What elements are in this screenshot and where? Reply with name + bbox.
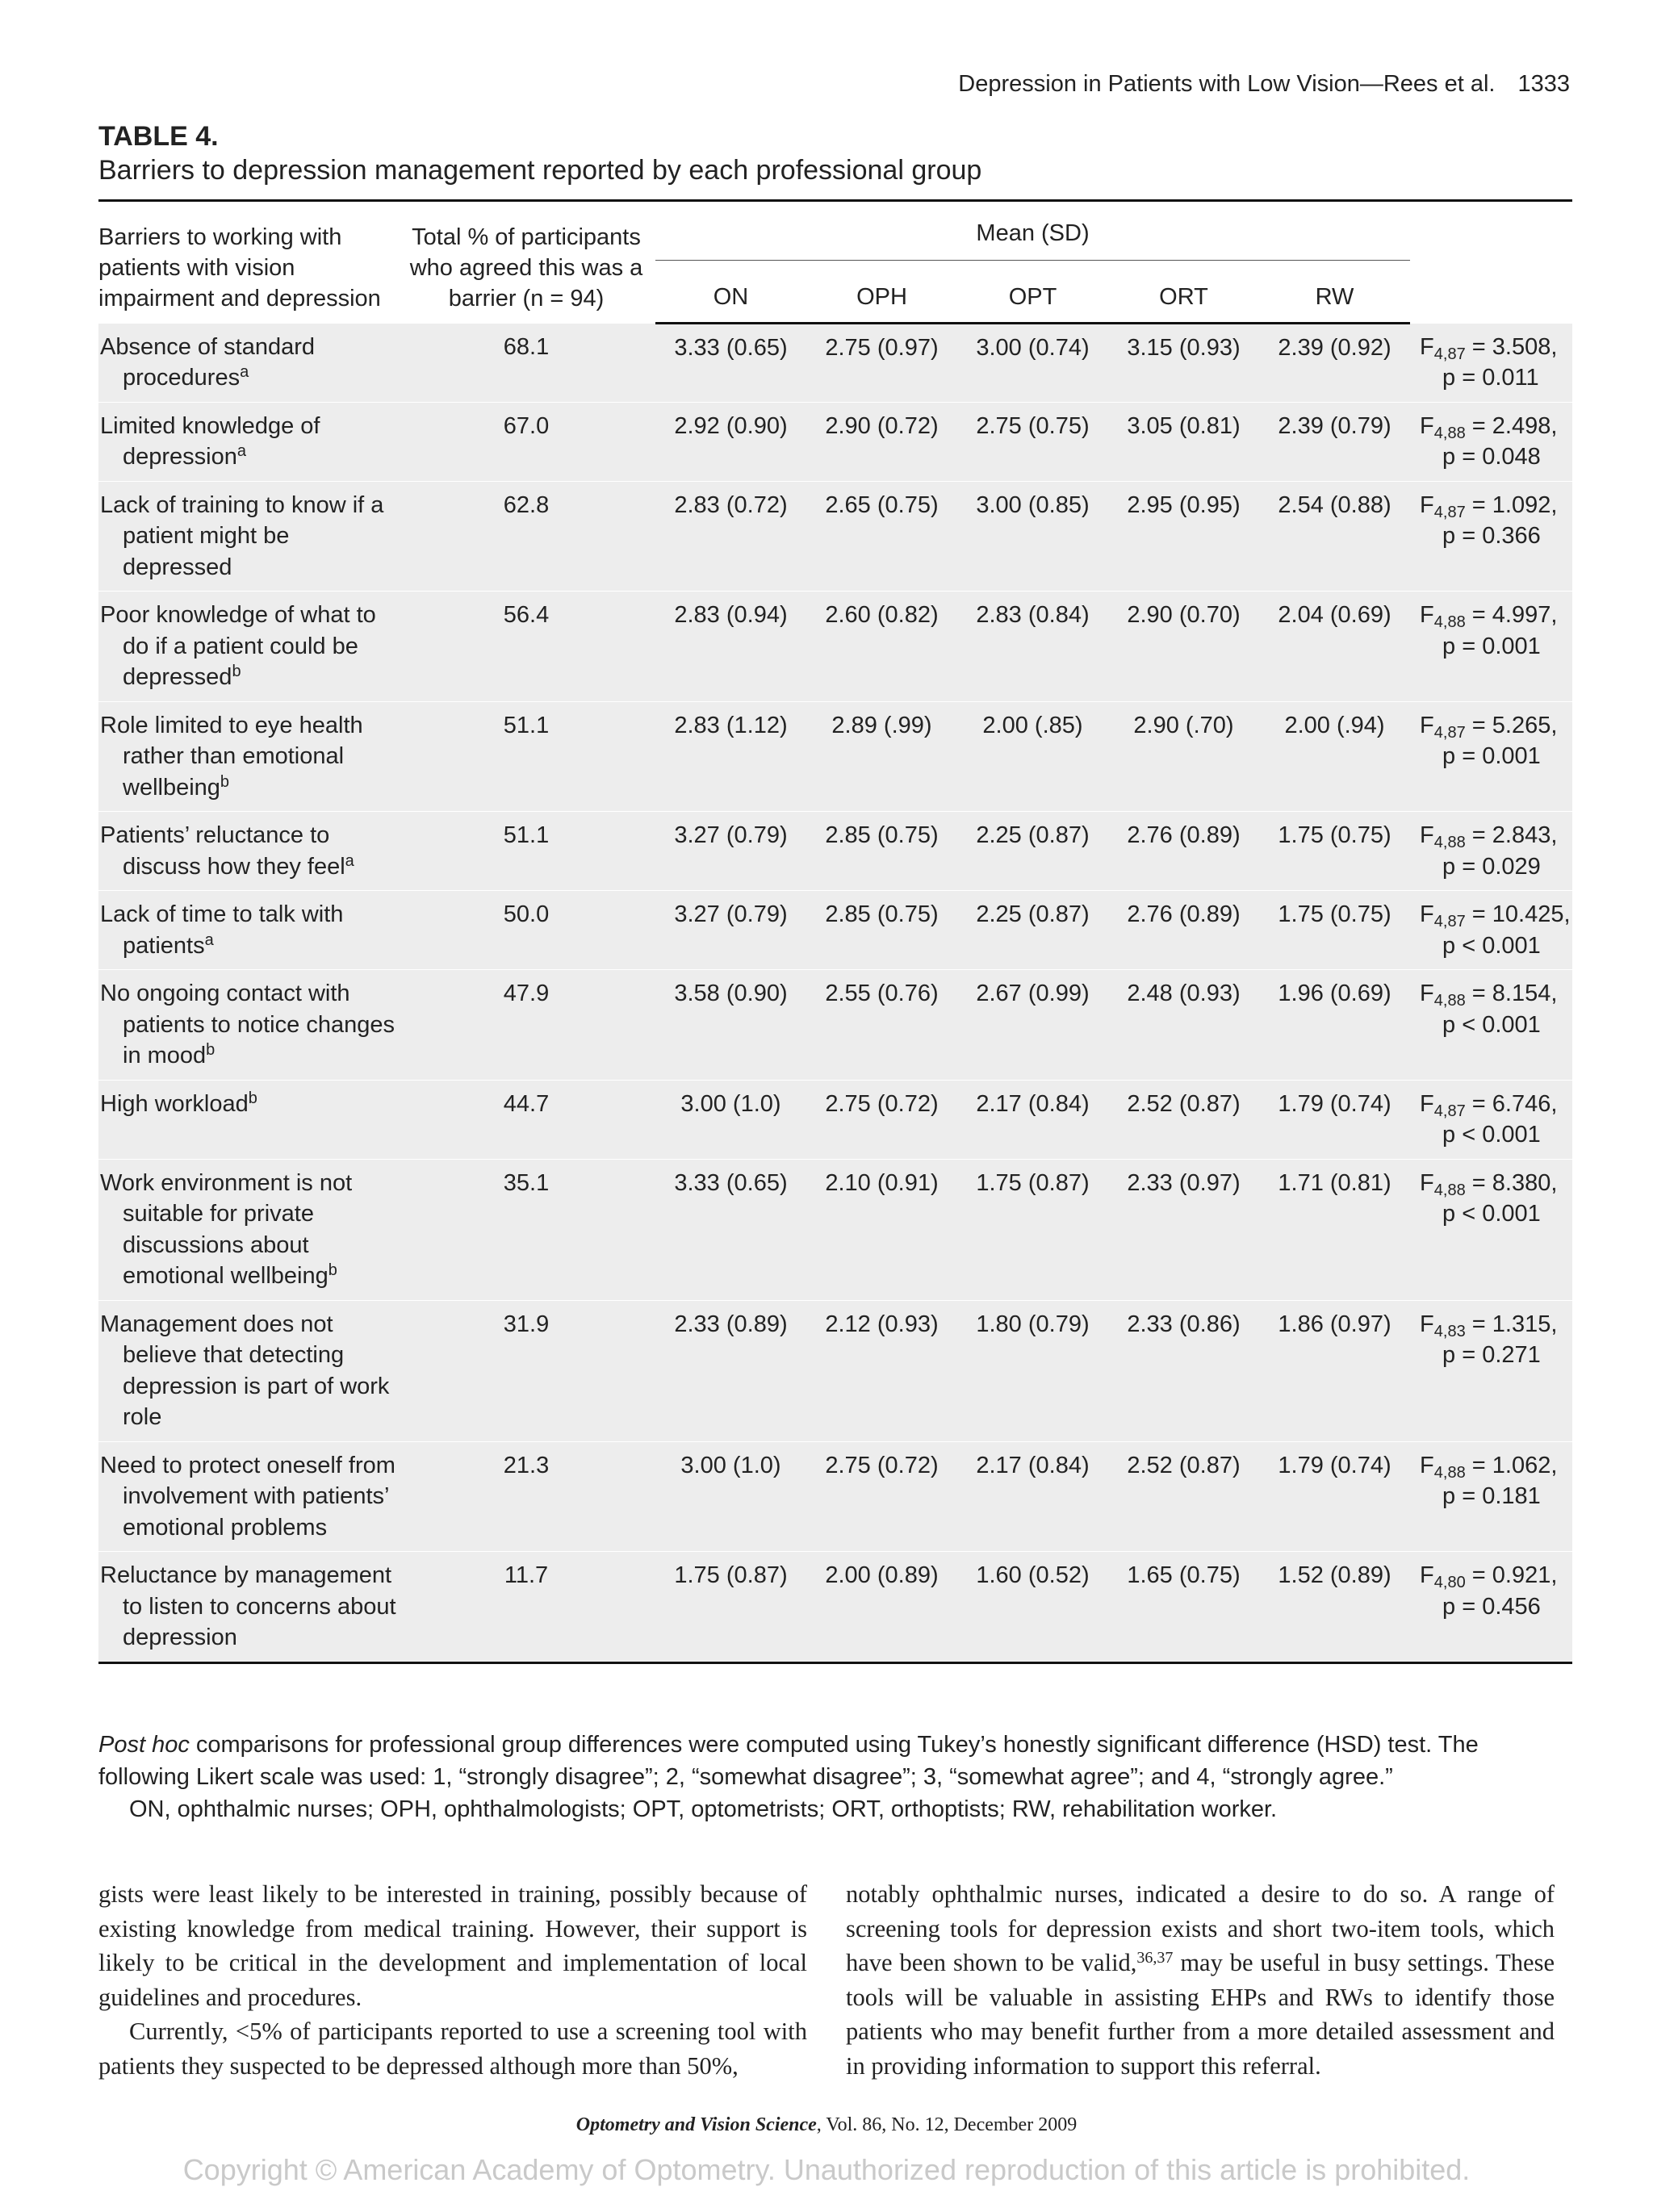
comma: , bbox=[1550, 1562, 1558, 1588]
f-statistic bbox=[1420, 1311, 1558, 1340]
f-statistic-cell bbox=[1410, 481, 1572, 592]
mean-sd-cell-oph: 2.00 (0.89) bbox=[806, 1552, 957, 1663]
mean-sd-cell-on: 2.83 (0.72) bbox=[655, 481, 806, 592]
barrier-label: Need to protect oneself from involvement with patients’ emotional problems bbox=[100, 1452, 395, 1541]
f-value: 5.265 bbox=[1492, 712, 1551, 738]
barrier-cell bbox=[98, 1552, 397, 1663]
f-degrees-of-freedom: 4,80 bbox=[1433, 1574, 1466, 1591]
abbreviation-note: ON, ophthalmic nurses; OPH, ophthalmologists; OPT, optometrists; ORT, orthoptists; RW, rehabilitation worker. bbox=[129, 1796, 1278, 1822]
equals-sign: = bbox=[1465, 491, 1492, 518]
comma: , bbox=[1563, 901, 1571, 927]
copyright-watermark: Copyright © American Academy of Optometry. Unauthorized reproduction of this article is prohibited. bbox=[182, 2153, 1471, 2186]
total-percent-cell: 31.9 bbox=[397, 1300, 655, 1441]
barrier-cell bbox=[98, 891, 397, 970]
equals-sign: = bbox=[1465, 712, 1492, 738]
f-value: 2.498 bbox=[1492, 412, 1551, 439]
mean-sd-cell-on: 3.33 (0.65) bbox=[655, 1159, 806, 1300]
mean-sd-cell-oph: 2.65 (0.75) bbox=[806, 481, 957, 592]
barrier-text bbox=[100, 978, 397, 1072]
mean-sd-cell-ort: 2.48 (0.93) bbox=[1108, 970, 1259, 1081]
barrier-cell bbox=[98, 1080, 397, 1159]
f-statistic-cell bbox=[1410, 402, 1572, 481]
table-caption: Barriers to depression management reported by each professional group bbox=[98, 155, 982, 186]
f-statistic bbox=[1420, 822, 1558, 851]
f-statistic bbox=[1420, 712, 1558, 742]
mean-sd-cell-opt: 2.00 (.85) bbox=[957, 701, 1108, 812]
footnote-marker: b bbox=[232, 663, 241, 680]
p-value: p < 0.001 bbox=[1442, 932, 1541, 959]
mean-sd-cell-on: 1.75 (0.87) bbox=[655, 1552, 806, 1663]
mean-sd-cell-oph: 2.55 (0.76) bbox=[806, 970, 957, 1081]
table-body bbox=[98, 324, 1572, 1663]
equals-sign: = bbox=[1465, 981, 1492, 1006]
footnote-marker: a bbox=[204, 930, 214, 949]
f-value: 4.997 bbox=[1492, 602, 1551, 628]
mean-sd-cell-ort: 2.33 (0.86) bbox=[1108, 1300, 1259, 1441]
f-symbol: F bbox=[1420, 602, 1434, 628]
barrier-cell bbox=[98, 701, 397, 812]
barrier-text bbox=[100, 332, 397, 394]
comma: , bbox=[1550, 333, 1558, 360]
barrier-label: Reluctance by management to listen to concerns about depression bbox=[100, 1562, 396, 1650]
mean-sd-cell-ort: 2.90 (0.70) bbox=[1108, 592, 1259, 702]
p-value: p = 0.181 bbox=[1442, 1483, 1541, 1509]
table-row bbox=[98, 1441, 1572, 1552]
left-column bbox=[98, 1877, 807, 2083]
f-symbol: F bbox=[1420, 1311, 1434, 1337]
mean-sd-cell-opt: 2.25 (0.87) bbox=[957, 891, 1108, 970]
mean-sd-cell-opt: 1.80 (0.79) bbox=[957, 1300, 1108, 1441]
barriers-table bbox=[98, 199, 1572, 1664]
right-column bbox=[846, 1877, 1555, 2083]
footnote-marker: b bbox=[206, 1041, 216, 1059]
mean-sd-cell-rw: 2.54 (0.88) bbox=[1259, 481, 1410, 592]
equals-sign: = bbox=[1465, 1169, 1492, 1196]
mean-sd-cell-opt: 2.75 (0.75) bbox=[957, 402, 1108, 481]
f-degrees-of-freedom: 4,88 bbox=[1433, 1463, 1466, 1482]
f-statistic-cell bbox=[1410, 812, 1572, 891]
journal-issue: , Vol. 86, No. 12, December 2009 bbox=[816, 2114, 1078, 2135]
group-header-ort: ORT bbox=[1108, 272, 1259, 324]
mean-sd-cell-oph: 2.85 (0.75) bbox=[806, 891, 957, 970]
mean-sd-cell-on: 3.58 (0.90) bbox=[655, 970, 806, 1081]
barrier-label: Lack of training to know if a patient might be depressed bbox=[100, 491, 384, 580]
table-row bbox=[98, 481, 1572, 592]
table-label: TABLE 4. bbox=[98, 121, 219, 152]
mean-sd-cell-on: 3.00 (1.0) bbox=[655, 1080, 806, 1159]
f-statistic-cell bbox=[1410, 324, 1572, 403]
f-degrees-of-freedom: 4,87 bbox=[1433, 503, 1466, 521]
mean-sd-cell-ort: 2.33 (0.97) bbox=[1108, 1159, 1259, 1300]
f-statistic-cell bbox=[1410, 701, 1572, 812]
p-value: p = 0.456 bbox=[1442, 1593, 1541, 1620]
barrier-cell bbox=[98, 1300, 397, 1441]
total-percent-cell: 68.1 bbox=[397, 324, 655, 403]
barrier-cell bbox=[98, 970, 397, 1081]
mean-sd-cell-rw: 1.79 (0.74) bbox=[1259, 1080, 1410, 1159]
table-row bbox=[98, 891, 1572, 970]
mean-sd-cell-opt: 2.67 (0.99) bbox=[957, 970, 1108, 1081]
barrier-cell bbox=[98, 481, 397, 592]
f-symbol: F bbox=[1420, 1169, 1434, 1196]
barrier-text bbox=[100, 411, 397, 473]
f-statistic bbox=[1420, 333, 1558, 363]
mean-sd-cell-rw: 1.52 (0.89) bbox=[1259, 1552, 1410, 1663]
f-symbol: F bbox=[1420, 712, 1434, 738]
f-value: 1.062 bbox=[1492, 1452, 1551, 1478]
table-row bbox=[98, 1552, 1572, 1663]
footnote-marker: a bbox=[236, 442, 246, 460]
posthoc-italic: Post hoc bbox=[98, 1732, 190, 1758]
page-number: 1333 bbox=[1517, 71, 1570, 97]
mean-sd-cell-opt: 2.17 (0.84) bbox=[957, 1080, 1108, 1159]
comma: , bbox=[1550, 491, 1558, 518]
f-statistic bbox=[1420, 1090, 1558, 1120]
mean-sd-cell-opt: 1.60 (0.52) bbox=[957, 1552, 1108, 1663]
f-degrees-of-freedom: 4,88 bbox=[1433, 992, 1466, 1010]
f-degrees-of-freedom: 4,87 bbox=[1433, 913, 1466, 930]
total-column-header: Total % of participants who agreed this was a barrier (n = 94) bbox=[397, 201, 655, 324]
group-header-rw: RW bbox=[1259, 272, 1410, 324]
f-value: 10.425 bbox=[1492, 901, 1564, 927]
mean-sd-cell-oph: 2.90 (0.72) bbox=[806, 402, 957, 481]
f-degrees-of-freedom: 4,88 bbox=[1433, 613, 1466, 631]
mean-sd-cell-on: 2.92 (0.90) bbox=[655, 402, 806, 481]
f-statistic bbox=[1420, 412, 1558, 442]
journal-name: Optometry and Vision Science bbox=[575, 2114, 817, 2135]
barrier-label: Poor knowledge of what to do if a patient could be depressed bbox=[100, 602, 376, 690]
mean-sd-cell-oph: 2.75 (0.72) bbox=[806, 1441, 957, 1552]
mean-sd-cell-rw: 1.86 (0.97) bbox=[1259, 1300, 1410, 1441]
mean-sd-cell-opt: 2.25 (0.87) bbox=[957, 812, 1108, 891]
footnote-marker: a bbox=[345, 851, 354, 870]
f-symbol: F bbox=[1420, 333, 1434, 360]
table-row bbox=[98, 592, 1572, 702]
p-value: p = 0.029 bbox=[1442, 853, 1541, 880]
f-value: 8.380 bbox=[1492, 1169, 1551, 1196]
barrier-cell bbox=[98, 1159, 397, 1300]
right-paragraph-text-b: may be useful in busy settings. These tools will be valuable in assisting EHPs and RWs to identify those patients who may benefit further from a more detailed assessment and in providing information to support this referral. bbox=[846, 1949, 1555, 2080]
mean-sd-cell-on: 2.83 (0.94) bbox=[655, 592, 806, 702]
running-head bbox=[958, 71, 1570, 98]
posthoc-note bbox=[98, 1729, 1572, 1793]
p-value: p = 0.001 bbox=[1442, 743, 1541, 769]
mean-sd-cell-on: 2.83 (1.12) bbox=[655, 701, 806, 812]
mean-sd-cell-ort: 2.52 (0.87) bbox=[1108, 1441, 1259, 1552]
mean-sd-cell-opt: 3.00 (0.85) bbox=[957, 481, 1108, 592]
comma: , bbox=[1550, 1311, 1558, 1337]
f-degrees-of-freedom: 4,88 bbox=[1433, 834, 1466, 851]
f-symbol: F bbox=[1420, 901, 1434, 927]
barrier-cell bbox=[98, 1441, 397, 1552]
f-statistic bbox=[1420, 602, 1558, 631]
mean-sd-cell-rw: 2.39 (0.79) bbox=[1259, 402, 1410, 481]
barrier-label: Limited knowledge of depression bbox=[100, 412, 320, 470]
group-header-oph: OPH bbox=[806, 272, 957, 324]
equals-sign: = bbox=[1465, 412, 1492, 439]
f-value: 1.315 bbox=[1492, 1311, 1551, 1337]
barrier-cell bbox=[98, 592, 397, 702]
total-percent-cell: 50.0 bbox=[397, 891, 655, 970]
p-value: p = 0.271 bbox=[1442, 1342, 1541, 1368]
footnote-marker: b bbox=[220, 772, 230, 791]
f-statistic bbox=[1420, 491, 1558, 521]
f-degrees-of-freedom: 4,87 bbox=[1433, 1102, 1466, 1120]
barrier-cell bbox=[98, 402, 397, 481]
p-value: p = 0.001 bbox=[1442, 633, 1541, 659]
mean-sd-cell-ort: 1.65 (0.75) bbox=[1108, 1552, 1259, 1663]
f-statistic-cell bbox=[1410, 1552, 1572, 1663]
mean-sd-cell-ort: 2.76 (0.89) bbox=[1108, 891, 1259, 970]
total-percent-cell: 67.0 bbox=[397, 402, 655, 481]
left-paragraph-2: Currently, <5% of participants reported to use a screening tool with patients they suspected to be depressed although more than 50%, bbox=[98, 2018, 807, 2080]
f-value: 1.092 bbox=[1492, 491, 1551, 518]
mean-sd-header bbox=[655, 201, 1410, 273]
left-paragraph-1: gists were least likely to be interested in training, possibly because of existing knowledge from medical training. However, their support is likely to be critical in the development and implementation of local guidelines and procedures. bbox=[98, 1880, 807, 2011]
mean-sd-cell-on: 2.33 (0.89) bbox=[655, 1300, 806, 1441]
equals-sign: = bbox=[1465, 1311, 1492, 1337]
mean-sd-cell-ort: 2.52 (0.87) bbox=[1108, 1080, 1259, 1159]
right-paragraph-text-a: notably ophthalmic nurses, indicated a desire to do so. A range of screening tools for depression exists and short two-item tools, which have been shown to be valid, bbox=[846, 1880, 1555, 1976]
f-statistic-cell bbox=[1410, 1159, 1572, 1300]
f-statistic bbox=[1420, 1562, 1558, 1591]
comma: , bbox=[1550, 412, 1558, 439]
equals-sign: = bbox=[1465, 1090, 1492, 1117]
barrier-text bbox=[100, 710, 397, 804]
f-statistic bbox=[1420, 901, 1571, 930]
mean-sd-cell-rw: 1.96 (0.69) bbox=[1259, 970, 1410, 1081]
barrier-text bbox=[100, 490, 397, 583]
f-statistic-cell bbox=[1410, 891, 1572, 970]
comma: , bbox=[1550, 981, 1558, 1006]
total-percent-cell: 35.1 bbox=[397, 1159, 655, 1300]
table-row bbox=[98, 701, 1572, 812]
footnote-marker: b bbox=[328, 1261, 337, 1279]
table-row bbox=[98, 1300, 1572, 1441]
mean-sd-cell-rw: 2.39 (0.92) bbox=[1259, 324, 1410, 403]
f-symbol: F bbox=[1420, 822, 1434, 848]
total-percent-cell: 62.8 bbox=[397, 481, 655, 592]
mean-sd-cell-opt: 1.75 (0.87) bbox=[957, 1159, 1108, 1300]
mean-sd-cell-rw: 1.71 (0.81) bbox=[1259, 1159, 1410, 1300]
comma: , bbox=[1550, 1452, 1558, 1478]
total-percent-cell: 51.1 bbox=[397, 701, 655, 812]
barrier-label: Role limited to eye health rather than emotional wellbeing bbox=[100, 712, 363, 801]
table-row bbox=[98, 812, 1572, 891]
f-symbol: F bbox=[1420, 1562, 1434, 1588]
mean-sd-cell-rw: 1.79 (0.74) bbox=[1259, 1441, 1410, 1552]
right-paragraph-1 bbox=[846, 1877, 1555, 2083]
total-percent-cell: 51.1 bbox=[397, 812, 655, 891]
table-row bbox=[98, 1159, 1572, 1300]
barrier-label: High workload bbox=[100, 1090, 249, 1117]
total-percent-cell: 44.7 bbox=[397, 1080, 655, 1159]
mean-sd-cell-rw: 2.04 (0.69) bbox=[1259, 592, 1410, 702]
barrier-text bbox=[100, 600, 397, 693]
equals-sign: = bbox=[1465, 901, 1492, 927]
equals-sign: = bbox=[1465, 602, 1492, 628]
mean-sd-cell-opt: 2.17 (0.84) bbox=[957, 1441, 1108, 1552]
barrier-label: Patients’ reluctance to discuss how they feel bbox=[100, 822, 345, 880]
comma: , bbox=[1550, 602, 1558, 628]
equals-sign: = bbox=[1465, 1452, 1492, 1478]
equals-sign: = bbox=[1465, 822, 1492, 848]
footnote-marker: b bbox=[248, 1089, 257, 1107]
f-statistic-cell bbox=[1410, 1080, 1572, 1159]
barrier-text bbox=[100, 1560, 397, 1654]
equals-sign: = bbox=[1465, 333, 1492, 360]
mean-sd-cell-ort: 3.15 (0.93) bbox=[1108, 324, 1259, 403]
journal-footer bbox=[0, 2114, 1653, 2136]
comma: , bbox=[1550, 1169, 1558, 1196]
f-statistic-cell bbox=[1410, 1300, 1572, 1441]
barrier-label: No ongoing contact with patients to notice changes in mood bbox=[100, 981, 395, 1068]
posthoc-text: comparisons for professional group differences were computed using Tukey’s honestly significant difference (HSD) test. The following Likert scale was used: 1, “strongly disagree”; 2, “somewhat disagree”; 3, “somewhat agree”; and 4, “strongly agree.” bbox=[98, 1732, 1479, 1790]
barrier-text bbox=[100, 820, 397, 882]
table-row bbox=[98, 324, 1572, 403]
comma: , bbox=[1550, 822, 1558, 848]
total-percent-cell: 56.4 bbox=[397, 592, 655, 702]
citation-superscript: 36,37 bbox=[1136, 1949, 1174, 1967]
table-row bbox=[98, 970, 1572, 1081]
mean-sd-cell-on: 3.27 (0.79) bbox=[655, 812, 806, 891]
f-degrees-of-freedom: 4,87 bbox=[1433, 345, 1466, 363]
p-value: p < 0.001 bbox=[1442, 1122, 1541, 1148]
mean-sd-cell-opt: 2.83 (0.84) bbox=[957, 592, 1108, 702]
p-value: p < 0.001 bbox=[1442, 1011, 1541, 1038]
mean-sd-cell-oph: 2.75 (0.72) bbox=[806, 1080, 957, 1159]
mean-sd-cell-ort: 2.90 (.70) bbox=[1108, 701, 1259, 812]
footnote-marker: a bbox=[240, 363, 249, 381]
mean-sd-cell-rw: 1.75 (0.75) bbox=[1259, 812, 1410, 891]
f-degrees-of-freedom: 4,87 bbox=[1433, 723, 1466, 742]
f-symbol: F bbox=[1420, 981, 1434, 1006]
mean-sd-cell-oph: 2.12 (0.93) bbox=[806, 1300, 957, 1441]
total-percent-cell: 21.3 bbox=[397, 1441, 655, 1552]
barrier-label: Management does not believe that detecting depression is part of work role bbox=[100, 1311, 390, 1430]
mean-sd-cell-oph: 2.85 (0.75) bbox=[806, 812, 957, 891]
mean-sd-cell-opt: 3.00 (0.74) bbox=[957, 324, 1108, 403]
f-value: 0.921 bbox=[1492, 1562, 1551, 1588]
total-percent-cell: 47.9 bbox=[397, 970, 655, 1081]
f-statistic-cell bbox=[1410, 970, 1572, 1081]
comma: , bbox=[1550, 712, 1558, 738]
f-value: 2.843 bbox=[1492, 822, 1551, 848]
f-degrees-of-freedom: 4,83 bbox=[1433, 1322, 1466, 1340]
f-statistic-cell bbox=[1410, 1441, 1572, 1552]
f-statistic bbox=[1420, 981, 1558, 1010]
barrier-text bbox=[100, 1309, 397, 1433]
barrier-text bbox=[100, 1089, 397, 1120]
total-percent-cell: 11.7 bbox=[397, 1552, 655, 1663]
barrier-text bbox=[100, 1168, 397, 1292]
barrier-label: Absence of standard procedures bbox=[100, 333, 316, 391]
comma: , bbox=[1550, 1090, 1558, 1117]
barrier-cell bbox=[98, 812, 397, 891]
f-degrees-of-freedom: 4,88 bbox=[1433, 1181, 1466, 1199]
barrier-text bbox=[100, 1450, 397, 1544]
f-symbol: F bbox=[1420, 1090, 1434, 1117]
f-symbol: F bbox=[1420, 1452, 1434, 1478]
equals-sign: = bbox=[1465, 1562, 1492, 1588]
f-statistic-cell bbox=[1410, 592, 1572, 702]
barrier-column-header: Barriers to working with patients with vision impairment and depression bbox=[98, 201, 397, 324]
barrier-text bbox=[100, 899, 397, 961]
group-header-opt: OPT bbox=[957, 272, 1108, 324]
group-header-on: ON bbox=[655, 272, 806, 324]
mean-sd-cell-ort: 3.05 (0.81) bbox=[1108, 402, 1259, 481]
mean-sd-cell-oph: 2.75 (0.97) bbox=[806, 324, 957, 403]
f-symbol: F bbox=[1420, 412, 1434, 439]
mean-sd-cell-on: 3.27 (0.79) bbox=[655, 891, 806, 970]
f-statistic bbox=[1420, 1169, 1558, 1199]
mean-sd-cell-ort: 2.95 (0.95) bbox=[1108, 481, 1259, 592]
mean-sd-cell-on: 3.33 (0.65) bbox=[655, 324, 806, 403]
f-value: 6.746 bbox=[1492, 1090, 1551, 1117]
mean-sd-label: Mean (SD) bbox=[655, 218, 1410, 261]
table-row bbox=[98, 402, 1572, 481]
f-degrees-of-freedom: 4,88 bbox=[1433, 424, 1466, 442]
f-value: 3.508 bbox=[1492, 333, 1551, 360]
table-row bbox=[98, 1080, 1572, 1159]
mean-sd-cell-oph: 2.89 (.99) bbox=[806, 701, 957, 812]
p-value: p = 0.011 bbox=[1442, 365, 1539, 391]
f-statistic bbox=[1420, 1452, 1558, 1482]
statistic-column-header bbox=[1410, 201, 1572, 324]
mean-sd-cell-ort: 2.76 (0.89) bbox=[1108, 812, 1259, 891]
barrier-label: Lack of time to talk with patients bbox=[100, 901, 344, 959]
barrier-label: Work environment is not suitable for private discussions about emotional wellbeing bbox=[100, 1169, 353, 1289]
table-notes bbox=[98, 1729, 1572, 1825]
mean-sd-cell-oph: 2.10 (0.91) bbox=[806, 1159, 957, 1300]
mean-sd-cell-oph: 2.60 (0.82) bbox=[806, 592, 957, 702]
p-value: p < 0.001 bbox=[1442, 1201, 1541, 1227]
f-symbol: F bbox=[1420, 491, 1434, 518]
mean-sd-cell-rw: 2.00 (.94) bbox=[1259, 701, 1410, 812]
mean-sd-cell-on: 3.00 (1.0) bbox=[655, 1441, 806, 1552]
p-value: p = 0.366 bbox=[1442, 523, 1541, 549]
running-head-title: Depression in Patients with Low Vision—Rees et al. bbox=[958, 71, 1496, 97]
mean-sd-cell-rw: 1.75 (0.75) bbox=[1259, 891, 1410, 970]
p-value: p = 0.048 bbox=[1442, 444, 1541, 470]
f-value: 8.154 bbox=[1492, 981, 1551, 1006]
barrier-cell bbox=[98, 324, 397, 403]
